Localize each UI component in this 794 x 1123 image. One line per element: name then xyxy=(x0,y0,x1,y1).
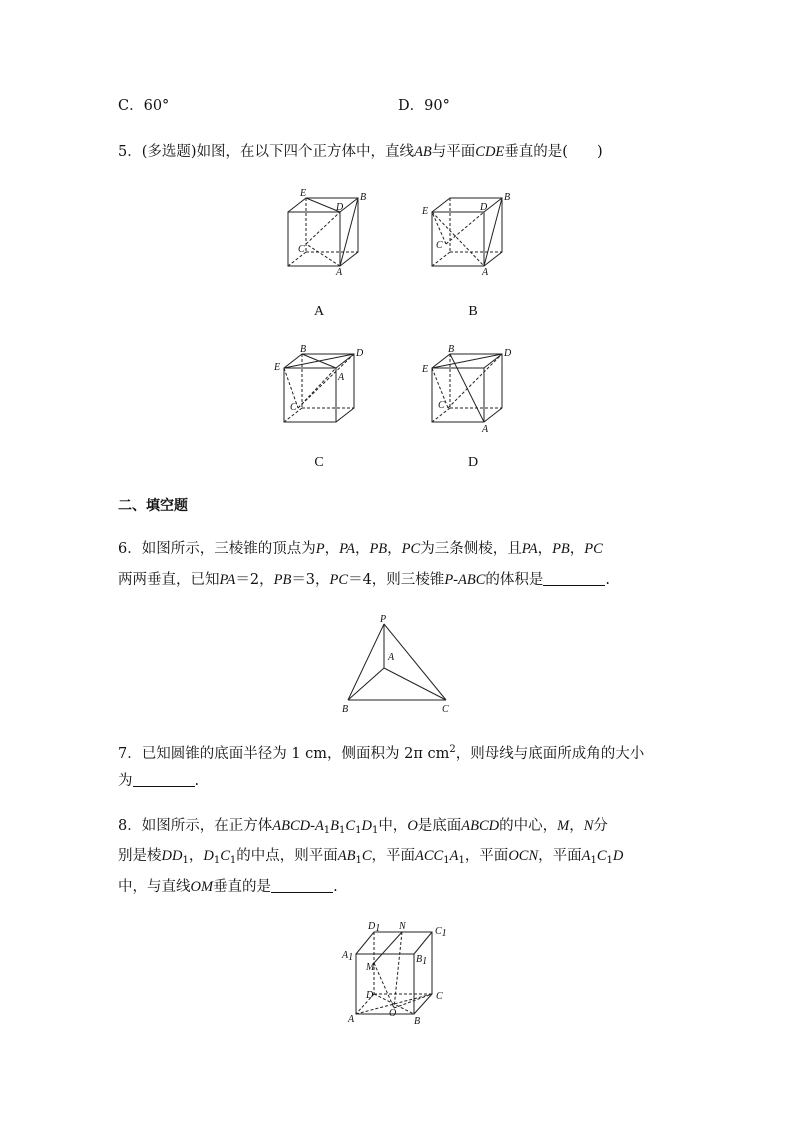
q6-pb: PB xyxy=(552,541,570,557)
q8-fig-label-d1: D1 xyxy=(368,921,381,934)
q8-fig-label-c: C xyxy=(436,991,443,1002)
q8-m: M xyxy=(557,818,570,834)
q6-p: P xyxy=(315,541,325,557)
q8-sub: 1 xyxy=(355,855,362,866)
q8-line-1 xyxy=(118,816,608,841)
cube-b-label-d: D xyxy=(480,202,488,213)
q8-fig-label-n: N xyxy=(399,921,406,932)
q8-abcd: ABCD xyxy=(272,818,311,834)
q7-l1-a: 7．已知圆锥的底面半径为 1 cm，侧面积为 2π cm xyxy=(118,746,450,762)
q7-answer-blank[interactable] xyxy=(133,772,195,787)
q8-dd: DD xyxy=(161,848,183,864)
q6-fig-label-b: B xyxy=(342,704,349,715)
cube-c-label-e: E xyxy=(274,362,281,373)
q8-c: C xyxy=(361,848,372,864)
q8-l2-c: ，平面 xyxy=(371,848,415,864)
q8-sub: 1 xyxy=(371,825,379,836)
q6-pc: PC xyxy=(329,572,349,588)
q8-a: A xyxy=(449,848,459,864)
q5-text-c: 垂直的是( ) xyxy=(504,144,603,160)
q8-line-2 xyxy=(118,846,623,871)
q8-sub: 1 xyxy=(229,855,237,866)
q6-pa: PA xyxy=(219,572,236,588)
q8-abcd: ABCD xyxy=(461,818,500,834)
cube-a-label-a: A xyxy=(336,267,343,278)
q8-end: . xyxy=(333,879,338,895)
cube-b-label-e: E xyxy=(422,206,429,217)
q5-cube-a-figure xyxy=(280,186,370,276)
q6-line-2 xyxy=(118,570,610,590)
q6-line-1 xyxy=(118,539,603,559)
cube-d-label-c: C xyxy=(438,400,445,411)
q8-sub: 1 xyxy=(323,825,331,836)
q6-pc: PC xyxy=(584,541,603,557)
cube-c-label-b: B xyxy=(300,344,307,355)
cube-b-label-b: B xyxy=(504,192,511,203)
q8-l2-a: 别是棱 xyxy=(118,848,162,864)
q8-c: C xyxy=(596,848,607,864)
q6-pyramid-figure xyxy=(340,614,460,718)
q8-dash: - xyxy=(310,818,315,834)
q5-text-a: 如图，在以下四个正方体中，直线 xyxy=(196,144,415,160)
q8-fig-label-b: B xyxy=(414,1016,421,1027)
q8-c: C xyxy=(345,818,356,834)
q7-end: . xyxy=(194,773,200,789)
q6-pb: PB xyxy=(273,572,292,588)
q8-comma: ， xyxy=(569,818,584,834)
q8-b: B xyxy=(346,848,356,864)
q6-answer-blank[interactable] xyxy=(543,571,605,586)
q8-fig-label-d: D xyxy=(366,990,374,1001)
q8-sub: 1 xyxy=(213,855,221,866)
q8-l3-b: 垂直的是 xyxy=(213,879,272,895)
cube-a-label-c: C xyxy=(298,244,305,255)
q6-pc: PC xyxy=(401,541,421,557)
q8-c: C xyxy=(220,848,230,864)
cube-b-label-c: C xyxy=(436,240,443,251)
q6-pa: PA xyxy=(521,541,538,557)
q8-fig-label-m: M xyxy=(366,962,375,973)
q4-option-d: D．90° xyxy=(398,98,450,114)
q8-l2-d: ，平面 xyxy=(464,848,509,864)
q8-fig-label-b1: B1 xyxy=(416,954,428,967)
cube-d-label-d: D xyxy=(504,348,512,359)
q8-sub: 1 xyxy=(606,855,613,866)
q5-stem xyxy=(118,142,603,162)
q6-end: . xyxy=(605,572,610,588)
cube-d-label-e: E xyxy=(422,364,429,375)
q8-o: O xyxy=(407,818,418,834)
q8-a: A xyxy=(314,818,324,834)
q8-l1-a: 8．如图所示，在正方体 xyxy=(118,818,273,834)
q6-sep: ， xyxy=(537,541,553,557)
q8-sub: 1 xyxy=(590,855,597,866)
q8-line-3 xyxy=(118,877,338,897)
q5-number: 5． xyxy=(118,144,142,160)
q6-pb: PB xyxy=(369,541,388,557)
q6-sep: ， xyxy=(324,541,340,557)
q5-tag: (多选题) xyxy=(141,144,197,160)
cube-d-label-a: A xyxy=(482,424,489,435)
q6-l2-a: 两两垂直，已知 xyxy=(118,572,220,588)
cube-c-label-c: C xyxy=(290,402,297,413)
q8-d: D xyxy=(203,848,214,864)
q8-fig-label-a1: A1 xyxy=(342,950,354,963)
cube-c-label-d: D xyxy=(356,348,364,359)
q8-sub: 1 xyxy=(443,855,450,866)
q6-l1-b: 为三条侧棱，且 xyxy=(420,541,522,557)
q5-cube-d-figure xyxy=(424,342,516,434)
q6-fig-label-c: C xyxy=(442,704,449,715)
q6-l1-a: 6．如图所示，三棱锥的顶点为 xyxy=(118,541,316,557)
q5-caption-b: B xyxy=(468,304,478,319)
q8-a: A xyxy=(337,848,347,864)
q6-pabc: P-ABC xyxy=(444,572,486,588)
q8-fig-label-o: O xyxy=(389,1008,397,1019)
q6-sep: ， xyxy=(569,541,585,557)
q8-om: OM xyxy=(190,879,214,895)
cube-d-label-b: B xyxy=(448,344,455,355)
q8-l1-b: 是底面 xyxy=(417,818,462,834)
q8-cube-figure xyxy=(340,918,452,1028)
q8-b: B xyxy=(330,818,340,834)
q8-acc: ACC xyxy=(415,848,444,864)
q6-eq-pb: ＝3， xyxy=(291,572,330,588)
q8-fig-label-c1: C1 xyxy=(435,926,447,939)
cube-c-label-a: A xyxy=(338,372,345,383)
q8-sub: 1 xyxy=(339,825,346,836)
q8-n: N xyxy=(583,818,594,834)
cube-b-label-a: A xyxy=(482,267,489,278)
q8-sub: 1 xyxy=(355,825,362,836)
q8-l1-c: 的中心， xyxy=(499,818,558,834)
cube-a-label-d: D xyxy=(336,202,344,213)
q7-l1-b: ，则母线与底面所成角的大小 xyxy=(455,746,645,762)
q6-sep: ， xyxy=(354,541,370,557)
q8-comma: ， xyxy=(188,848,204,864)
q6-pa: PA xyxy=(339,541,355,557)
q6-eq-pa: ＝2， xyxy=(235,572,274,588)
cube-a-label-e: E xyxy=(300,188,307,199)
q6-fig-label-p: P xyxy=(380,614,387,625)
q6-sep: ， xyxy=(387,541,402,557)
q8-fig-label-a: A xyxy=(348,1014,355,1025)
q8-answer-blank[interactable] xyxy=(271,878,333,893)
q8-a: A xyxy=(581,848,591,864)
q8-d: D xyxy=(361,818,372,834)
q8-l3-a: 中，与直线 xyxy=(118,879,191,895)
q5-caption-c: C xyxy=(314,455,324,470)
q7-sup: 2 xyxy=(449,744,456,755)
q5-cube-c-figure xyxy=(276,342,368,432)
q8-d: D xyxy=(612,848,624,864)
q6-eq-pc: ＝4，则三棱锥 xyxy=(348,572,445,588)
q8-fen: 分 xyxy=(593,818,608,834)
q5-cde: CDE xyxy=(475,144,505,160)
q7-line-2 xyxy=(118,771,199,791)
q6-fig-label-a: A xyxy=(388,652,395,663)
q5-cube-b-figure xyxy=(424,186,514,276)
q7-line-1 xyxy=(118,740,644,764)
section-fill-in-title: 二、填空题 xyxy=(118,498,188,514)
q5-caption-d: D xyxy=(467,455,479,470)
q8-sub: 1 xyxy=(458,855,465,866)
q5-text-b: 与平面 xyxy=(431,144,476,160)
q8-l2-b: 的中点，则平面 xyxy=(236,848,338,864)
q8-sub: 1 xyxy=(182,855,189,866)
q5-caption-a: A xyxy=(313,304,325,319)
cube-a-label-b: B xyxy=(360,192,367,203)
q4-option-c: C．60° xyxy=(118,98,170,114)
q8-ocn: OCN xyxy=(508,848,539,864)
q6-l2-b: 的体积是 xyxy=(485,572,544,588)
q5-ab: AB xyxy=(414,144,432,160)
q8-l2-e: ，平面 xyxy=(538,848,582,864)
q7-l2: 为 xyxy=(118,773,133,789)
q8-zhong: 中， xyxy=(378,818,408,834)
